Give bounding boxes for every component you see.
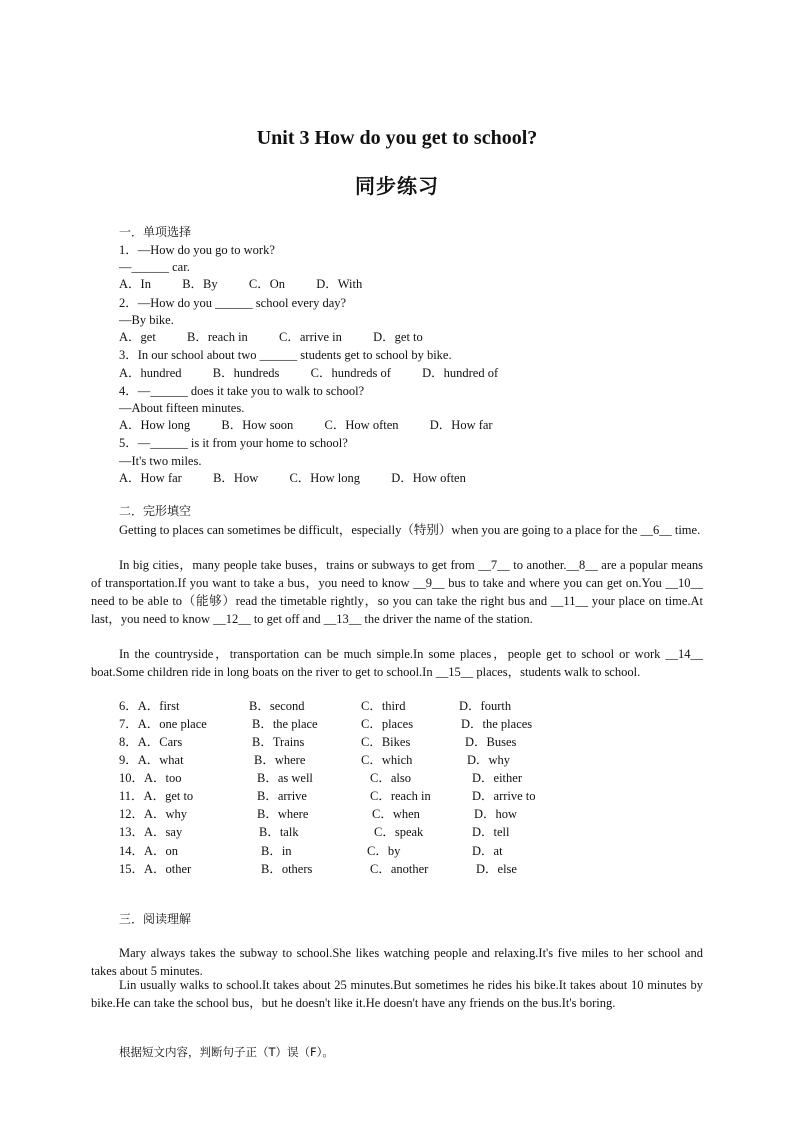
cloze-paragraph-1: Getting to places can sometimes be difficult，especially（特别）when you are going to a place for the __6__ time. — [119, 523, 701, 537]
s1-line: —By bike. — [119, 313, 174, 327]
option-c: C．which — [361, 753, 413, 767]
s1-line: A．How far B．How C．How long D．How often — [119, 471, 466, 485]
option-c: C．speak — [374, 825, 424, 839]
option-b: B．others — [261, 862, 313, 876]
option-d: D．Buses — [465, 735, 517, 749]
s1-line: —About fifteen minutes. — [119, 401, 245, 415]
option-c: C．Bikes — [361, 735, 411, 749]
option-b: B．talk — [259, 825, 299, 839]
s1-line: A．How long B．How soon C．How often D．How far — [119, 418, 493, 432]
reading-instruction: 根据短文内容，判断句子正（T）误（F）。 — [119, 1045, 334, 1059]
s1-line: A．hundred B．hundreds C．hundreds of D．hundred of — [119, 366, 499, 380]
option-c: C．reach in — [370, 789, 431, 803]
option-b: B．second — [249, 699, 305, 713]
reading-paragraph-2: Lin usually walks to school.It takes about 25 minutes.But sometimes he rides his bike.It takes about 10 minutes by bike.He can take the school bus，but he doesn't like it.He doesn't have any friends on the bus.It's boring. — [91, 978, 703, 1010]
s1-line: A．In B．By C．On D．With — [119, 277, 363, 291]
s1-line: 2．—How do you ______ school every day? — [119, 296, 347, 310]
option-a: 11．A．get to — [119, 789, 194, 803]
option-b: B．Trains — [252, 735, 305, 749]
s1-line: 4．—______ does it take you to walk to school? — [119, 384, 365, 398]
option-a: 6．A．first — [119, 699, 180, 713]
option-a: 14．A．on — [119, 844, 179, 858]
option-a: 10．A．too — [119, 771, 182, 785]
option-b: B．as well — [257, 771, 313, 785]
option-c: C．third — [361, 699, 406, 713]
option-a: 12．A．why — [119, 807, 188, 821]
option-d: D．else — [476, 862, 517, 876]
page-subtitle: 同步练习 — [355, 174, 439, 198]
option-a: 8．A．Cars — [119, 735, 183, 749]
option-d: D．tell — [472, 825, 510, 839]
option-a: 13．A．say — [119, 825, 183, 839]
s1-line: 5．—______ is it from your home to school? — [119, 436, 348, 450]
option-d: D．arrive to — [472, 789, 536, 803]
page-title: Unit 3 How do you get to school? — [256, 127, 538, 149]
section2-heading: 二．完形填空 — [119, 504, 192, 518]
section1-heading: 一．单项选择 — [119, 225, 192, 239]
section3-heading: 三．阅读理解 — [119, 912, 192, 926]
s1-line: —______ car. — [119, 260, 190, 274]
option-d: D．at — [472, 844, 503, 858]
option-d: D．why — [467, 753, 511, 767]
cloze-paragraph-3: In the countryside，transportation can be much simple.In some places，people get to school or work __14__ boat.Some children ride in long boats on the river to get to school.In __15__ places，students walk to school. — [91, 647, 703, 679]
option-d: D．either — [472, 771, 522, 785]
reading-paragraph-1: Mary always takes the subway to school.She likes watching people and relaxing.It's five miles to her school and takes about 5 minutes. — [91, 946, 703, 978]
s1-line: 3．In our school about two ______ students get to school by bike. — [119, 348, 452, 362]
option-c: C．also — [370, 771, 411, 785]
option-a: 15．A．other — [119, 862, 192, 876]
option-b: B．where — [257, 807, 309, 821]
s1-line: —It's two miles. — [119, 454, 202, 468]
option-b: B．the place — [252, 717, 318, 731]
option-d: D．how — [474, 807, 518, 821]
option-d: D．fourth — [459, 699, 512, 713]
cloze-paragraph-2: In big cities，many people take buses，trains or subways to get from __7__ to another.__8__ are a popular means of transportation.If you want to take a bus，you need to know __9__ bus to take and where you can get on.You __10__ need to be able to（能够）read the timetable rightly，so you can take the right bus and __11__ your place on time.At last，you need to know __12__ to get off and __13__ the driver the name of the station. — [91, 558, 703, 626]
s1-line: 1．—How do you go to work? — [119, 243, 275, 257]
option-a: 7．A．one place — [119, 717, 207, 731]
option-c: C．when — [372, 807, 420, 821]
option-c: C．by — [367, 844, 401, 858]
option-b: B．in — [261, 844, 292, 858]
option-c: C．another — [370, 862, 429, 876]
option-c: C．places — [361, 717, 414, 731]
option-d: D．the places — [461, 717, 533, 731]
option-b: B．arrive — [257, 789, 307, 803]
option-a: 9．A．what — [119, 753, 184, 767]
option-b: B．where — [254, 753, 306, 767]
s1-line: A．get B．reach in C．arrive in D．get to — [119, 330, 423, 344]
